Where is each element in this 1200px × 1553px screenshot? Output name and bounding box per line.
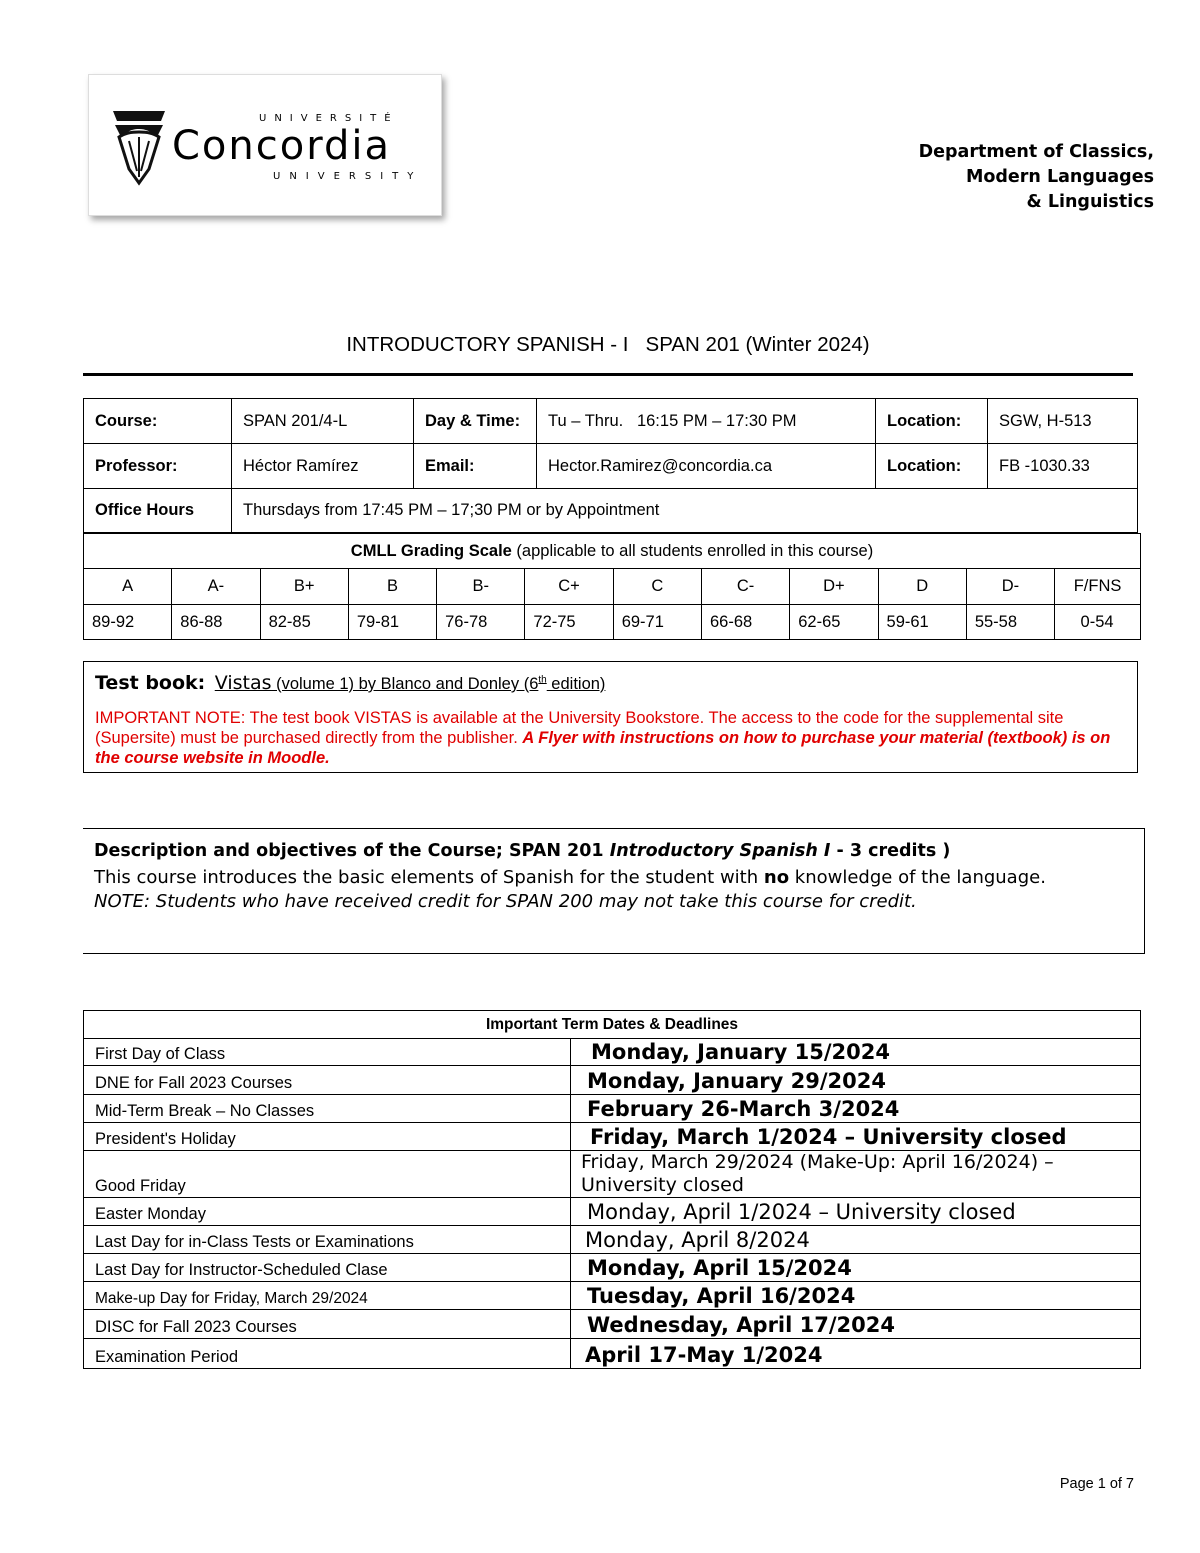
grade-letter: B xyxy=(348,569,436,605)
date-label: DISC for Fall 2023 Courses xyxy=(84,1310,571,1339)
date-label: First Day of Class xyxy=(84,1039,571,1066)
grade-letter: A- xyxy=(172,569,260,605)
concordia-logo xyxy=(88,74,442,216)
date-value: Friday, March 1/2024 – University closed xyxy=(571,1123,1141,1151)
date-value: Friday, March 29/2024 (Make-Up: April 16/2024) – University closed xyxy=(571,1151,1141,1198)
table-row xyxy=(84,1039,1141,1066)
date-value: Monday, January 29/2024 xyxy=(571,1066,1141,1095)
grade-letter: C- xyxy=(701,569,789,605)
table-row xyxy=(84,1123,1141,1151)
date-label: Make-up Day for Friday, March 29/2024 xyxy=(84,1282,571,1310)
page-number: Page 1 of 7 xyxy=(1059,1476,1134,1492)
course-value: SPAN 201/4-L xyxy=(232,399,414,444)
grade-letter: C xyxy=(613,569,701,605)
date-value: Monday, January 15/2024 xyxy=(571,1039,1141,1066)
table-row xyxy=(84,1254,1141,1282)
office-hours-label: Office Hours xyxy=(84,489,232,533)
grading-title-rest: (applicable to all students enrolled in this course) xyxy=(511,541,874,560)
location2-value: FB -1030.33 xyxy=(988,444,1138,489)
grade-range: 69-71 xyxy=(613,605,701,640)
table-row xyxy=(84,1310,1141,1339)
location2-label: Location: xyxy=(876,444,988,489)
course-title: INTRODUCTORY SPANISH - I SPAN 201 (Winter 2024) xyxy=(346,333,870,356)
term-dates-table xyxy=(83,1010,1141,1369)
date-label: Good Friday xyxy=(84,1151,571,1198)
description-heading-end: - 3 credits ) xyxy=(830,841,951,861)
office-hours-row xyxy=(84,489,1138,533)
description-line-1b: no xyxy=(763,867,790,888)
location-value: SGW, H-513 xyxy=(988,399,1138,444)
professor-label: Professor: xyxy=(84,444,232,489)
grade-range: 72-75 xyxy=(525,605,613,640)
date-value: Monday, April 8/2024 xyxy=(571,1226,1141,1254)
email-value: Hector.Ramirez@concordia.ca xyxy=(537,444,876,489)
grade-range: 66-68 xyxy=(701,605,789,640)
grade-range: 62-65 xyxy=(790,605,878,640)
grade-letter: D- xyxy=(966,569,1054,605)
professor-value: Héctor Ramírez xyxy=(232,444,414,489)
table-row xyxy=(84,1151,1141,1198)
date-label: Last Day for Instructor-Scheduled Clase xyxy=(84,1254,571,1282)
date-label: DNE for Fall 2023 Courses xyxy=(84,1066,571,1095)
daytime-value: Tu – Thru. 16:15 PM – 17:30 PM xyxy=(537,399,876,444)
concordia-shield-icon xyxy=(111,107,167,187)
location-label: Location: xyxy=(876,399,988,444)
date-label: Last Day for in-Class Tests or Examinations xyxy=(84,1226,571,1254)
table-row xyxy=(84,1226,1141,1254)
grade-range: 89-92 xyxy=(84,605,172,640)
logo-universite: UNIVERSITÉ xyxy=(259,113,399,124)
description-heading-italic: Introductory Spanish I xyxy=(609,841,831,861)
term-dates-heading: Important Term Dates & Deadlines xyxy=(84,1011,1141,1039)
grade-letter: F/FNS xyxy=(1055,569,1141,605)
grade-ranges-row xyxy=(84,605,1141,640)
logo-concordia: Concordia xyxy=(172,123,391,169)
test-book-note xyxy=(95,708,1125,768)
grade-range: 55-58 xyxy=(966,605,1054,640)
table-row xyxy=(84,1066,1141,1095)
test-book-details-end: edition) xyxy=(546,675,606,693)
email-label: Email: xyxy=(414,444,537,489)
course-row xyxy=(84,399,1138,444)
daytime-label: Day & Time: xyxy=(414,399,537,444)
test-book-note-text: IMPORTANT NOTE: The test book VISTAS is available at the University Bookstore. The access to the code for the supplemental site (Supersite) must be purchased directly from the publisher. xyxy=(95,709,1064,747)
grade-letter: A xyxy=(84,569,172,605)
course-description-box xyxy=(83,828,1145,954)
table-row xyxy=(84,1282,1141,1310)
professor-row xyxy=(84,444,1138,489)
grade-range: 59-61 xyxy=(878,605,966,640)
office-hours-value: Thursdays from 17:45 PM – 17;30 PM or by Appointment xyxy=(232,489,1138,533)
department-line-3: & Linguistics xyxy=(1026,192,1154,212)
date-label: Easter Monday xyxy=(84,1198,571,1226)
grading-title xyxy=(84,534,1141,569)
description-heading xyxy=(94,841,950,861)
grade-letter: B- xyxy=(437,569,525,605)
description-heading-text: Description and objectives of the Course; SPAN 201 xyxy=(94,841,610,861)
grade-range: 82-85 xyxy=(260,605,348,640)
test-book-box xyxy=(83,661,1138,773)
course-label: Course: xyxy=(84,399,232,444)
description-line-1a: This course introduces the basic elements of Spanish for the student with xyxy=(94,867,764,888)
logo-university: UNIVERSITY xyxy=(273,171,423,182)
date-value: April 17-May 1/2024 xyxy=(571,1339,1141,1369)
test-book-title: Vistas xyxy=(214,672,272,694)
test-book-note-bold: A Flyer with instructions on how to purchase your material (textbook) is on the course website in Moodle. xyxy=(95,729,1111,767)
description-line-2: NOTE: Students who have received credit for SPAN 200 may not take this course for credit. xyxy=(94,891,917,912)
grade-letter: B+ xyxy=(260,569,348,605)
grade-range: 76-78 xyxy=(437,605,525,640)
test-book-line xyxy=(95,672,605,694)
date-value: Monday, April 15/2024 xyxy=(571,1254,1141,1282)
date-value: February 26-March 3/2024 xyxy=(571,1095,1141,1123)
term-dates-heading-row xyxy=(84,1011,1141,1039)
table-row xyxy=(84,1198,1141,1226)
date-label: Examination Period xyxy=(84,1339,571,1369)
grading-title-row xyxy=(84,534,1141,569)
title-divider xyxy=(83,373,1133,376)
grade-letter: C+ xyxy=(525,569,613,605)
department-line-1: Department of Classics, xyxy=(918,142,1154,162)
test-book-sup: th xyxy=(538,674,547,686)
date-label: President's Holiday xyxy=(84,1123,571,1151)
grade-range: 86-88 xyxy=(172,605,260,640)
description-line-1 xyxy=(94,867,1046,888)
grade-range: 79-81 xyxy=(348,605,436,640)
description-line-1c: knowledge of the language. xyxy=(789,867,1046,888)
table-row xyxy=(84,1095,1141,1123)
grade-letter: D xyxy=(878,569,966,605)
department-line-2: Modern Languages xyxy=(965,167,1154,187)
grade-letters-row xyxy=(84,569,1141,605)
grading-scale-table xyxy=(83,533,1141,640)
grading-title-bold: CMLL Grading Scale xyxy=(350,541,512,560)
grade-letter: D+ xyxy=(790,569,878,605)
date-value: Wednesday, April 17/2024 xyxy=(571,1310,1141,1339)
course-info-table xyxy=(83,398,1138,533)
date-value: Tuesday, April 16/2024 xyxy=(571,1282,1141,1310)
grade-range: 0-54 xyxy=(1055,605,1141,640)
date-label: Mid-Term Break – No Classes xyxy=(84,1095,571,1123)
test-book-details: (volume 1) by Blanco and Donley (6 xyxy=(271,675,539,693)
test-book-label: Test book: xyxy=(95,672,206,694)
table-row xyxy=(84,1339,1141,1369)
department-block xyxy=(919,140,1154,215)
date-value: Monday, April 1/2024 – University closed xyxy=(571,1198,1141,1226)
